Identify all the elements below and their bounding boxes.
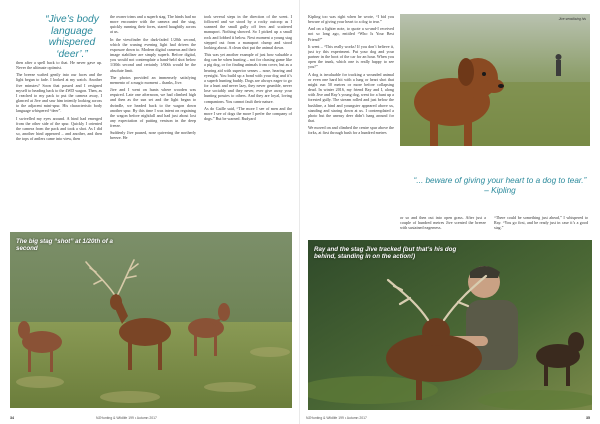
paragraph: It went – “This really works! If you don’t believe it, just try this experiment. Put your dog and your partner in the boot of the car for an hour. When you open the trunk, which one is really happy to see you?” — [308, 43, 394, 70]
paragraph: In the viewfinder the dark-faded 1/20th second, which the waning evening light had driven the exposure down to. Modern digital cameras and their image stabiliser are simply superb. Before digital, you would not contemplate a hand-held shot below 1/30th second and certainly 1/60th would be the absolute limit. — [110, 36, 196, 73]
dog-in-field-image — [400, 14, 590, 146]
pullquote-right: “... beware of giving your heart to a dog to tear.” – Kipling — [413, 176, 587, 195]
left-column-3 — [204, 14, 292, 242]
paragraph: Suddenly Jive paused, nose quivering the northerly breeze. He — [110, 130, 196, 141]
stag-herd-image — [10, 232, 292, 408]
paragraph: Kipling too was right when he wrote, “I bid you beware of giving your heart to a dog to tear.” — [308, 14, 394, 25]
page-number-left: 34 — [10, 416, 14, 420]
page-number-right: 35 — [586, 416, 590, 420]
footer-left: NZHunting & Wildlife 199 • Autumn 2017 — [96, 416, 157, 420]
left-column-2 — [110, 14, 196, 242]
pullquote-left: “Jive’s body language whispered ‘deer’.” — [45, 14, 99, 60]
right-column-1 — [308, 14, 394, 214]
left-column-1 — [16, 60, 102, 245]
paragraph: The photos provided an immensely satisfying memento of a magic moment – thanks, Jive. — [110, 74, 196, 85]
hunter-stag-photo — [308, 240, 592, 410]
paragraph: We moved on and climbed the centre spur above the forks, at first through bush for a hundred metres — [308, 125, 394, 136]
paragraph: “There could be something just ahead,” I whispered to Ray. “You go first, and be ready just in case it’s a good stag.” — [494, 215, 588, 231]
paragraph: And on a lighter note, to quote a so-and-I received not so long ago, entitled “Who Is Your Best Friend?” — [308, 26, 394, 42]
hunter-with-stag-image — [308, 240, 592, 410]
paragraph: or so and then out into open grass. After just a couple of hundred metres Jive scented the breeze with sustained eagerness. — [400, 215, 486, 231]
photo-caption-right: Ray and the stag Jive tracked (but that’s his dog behind, standing in on the action!) — [314, 246, 457, 261]
paragraph: took several steps in the direction of the scent. I followed and we stood by a rocky outcrop as I scanned the small gully off fern and scattered manuport. Nothing showed. So I picked up a small rock and lobbed it below. Next moment a young stag stepped out from a manuport clump and stood looking about. A clean shot put the animal down. — [204, 14, 292, 50]
paragraph: The breeze wafted gently into our faces and the light began to fade. I looked at my watch. Another five minutes? Soon that passed and I resigned myself to heading back to the 4WD wagon. Then, as I reached to my pack to put the camera away, I glanced at Jive and saw him intently looking across to the adjacent mini-spur. His characteristic body language whispered “deer”. — [16, 72, 102, 114]
photo-caption-left: The big stag “shot” at 1/20th of a second — [16, 238, 113, 253]
paragraph: This was yet another example of just how valuable a dog can be when hunting – not for chasing game like a pig dog, or for finding animals from cover, but as a hearing aid with superior senses – nose, hearing and eyesight. You build up a bond with your dog and it’s a superb hunting buddy. Dogs are always eager to go for a hunt and never lazy, they never grumble, never lose sociably and they never, ever give away your hunting possies to others. And they are loyal, loving companions. You cannot fault their nature. — [204, 52, 292, 104]
footer-right: NZHunting & Wildlife 199 • Autumn 2017 — [306, 416, 367, 420]
right-page — [300, 0, 600, 424]
dog-photo — [400, 14, 590, 146]
right-column-2 — [400, 215, 486, 239]
paragraph: As do Gaille said, “The more I see of men and the more I see of dogs the more I prefer the company of dogs.” But be warned. Rudyard — [204, 105, 292, 121]
right-column-3 — [494, 215, 588, 239]
photo-credit-right: Jive sensitising his — [558, 17, 586, 21]
paragraph: then after a spell back to that. He never gave up. Never the ultimate optimist. — [16, 60, 102, 71]
paragraph: I swivelled my eyes around. A hind had emerged from the other side of the spur. Quickly I oriented the camera from the pack and took a shot. As I did so, another hind appeared – and another, and then the tops of antlers came into view, then — [16, 115, 102, 142]
paragraph: A dog is invaluable for tracking a wounded animal or even one hard hit with a lung or heart shot that might run 50 metres or more before collapsing dead. In winter 2016, my friend Ray and I, along with Jive and Ray’s young dog, went for a hunt up a forested gully. The stream rolled and just below the bushline, a hind and youngster appeared above us, standing and staring down at us. I contemplated a photo but the uneasy deer didn’t hang around for that. — [308, 71, 394, 123]
stag-photo — [10, 232, 292, 408]
paragraph: Jive and I went on hunts where wooden was required. Late one afternoon, we had climbed high and then as the sun set and the light began to dwindle, we headed back to the wagon down another spur. By this time I was intent on regaining the wagon before nightfall and had just about lost any expectation of putting venison in the deep freeze. — [110, 87, 196, 129]
paragraph: the owner trims and a superb stag. The hinds had no more encounter with the camera and the stag, quickly running their fores, stared haughtily across at us. — [110, 14, 196, 35]
